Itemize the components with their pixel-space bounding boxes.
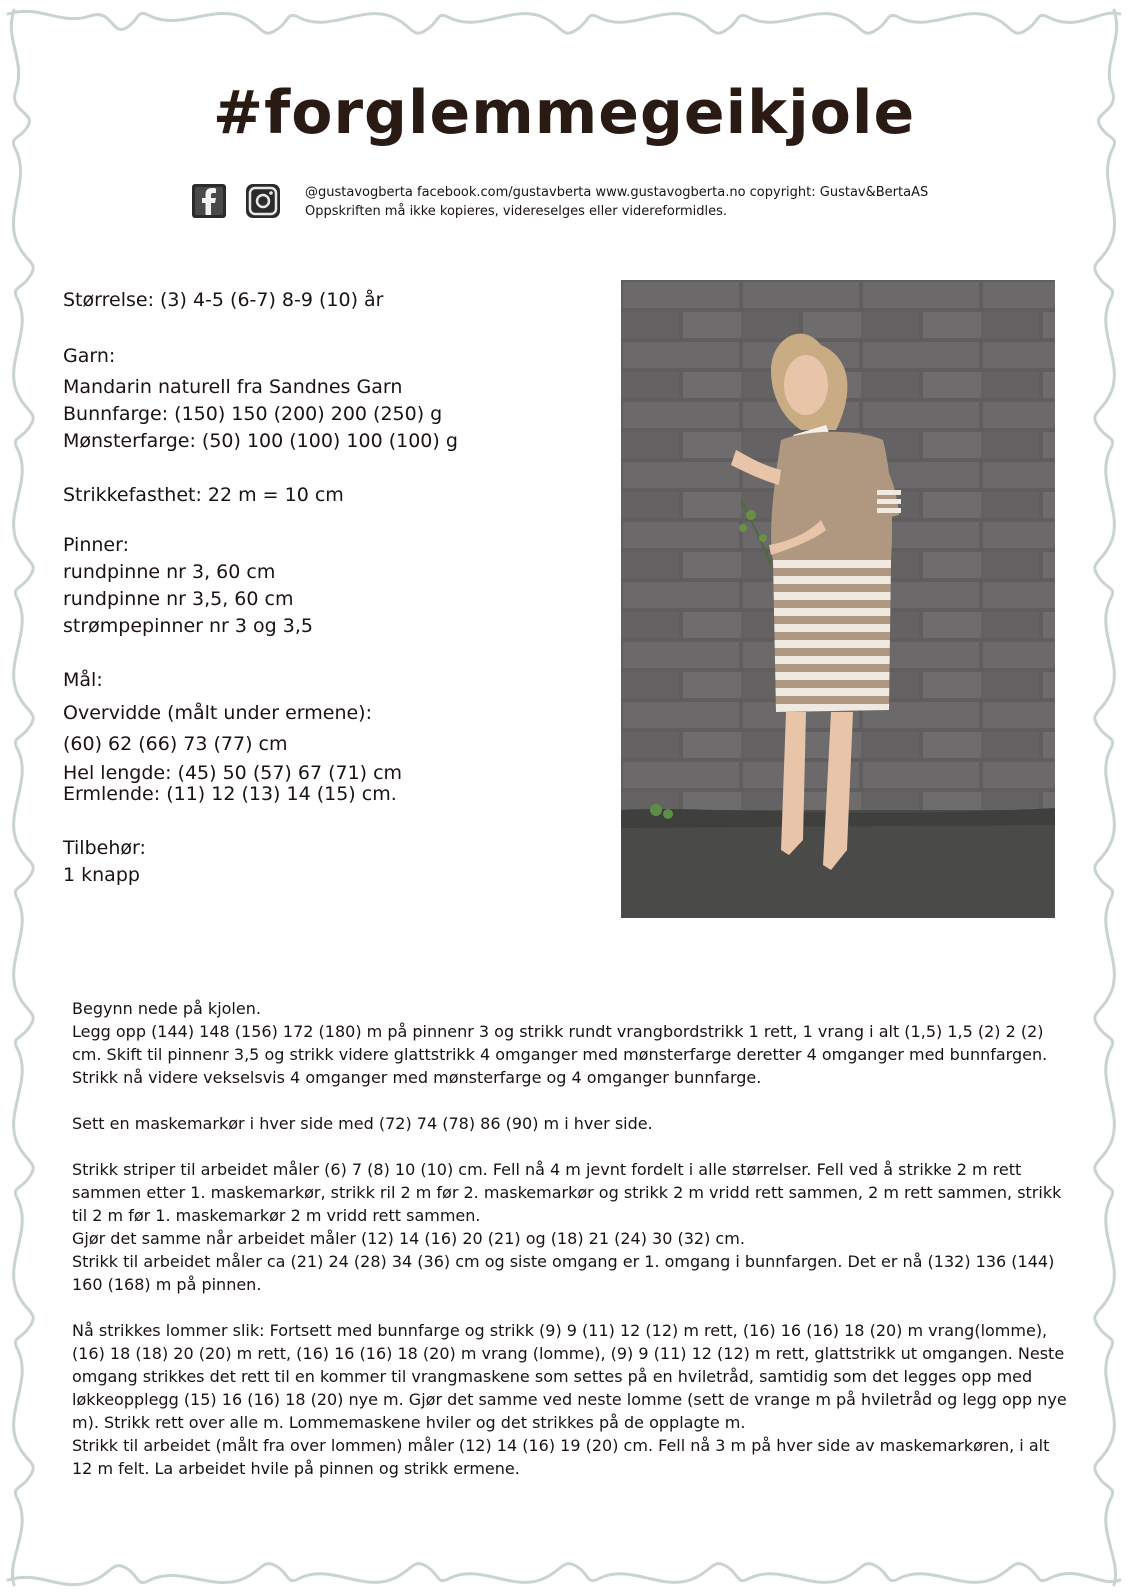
instagram-icon[interactable] — [244, 182, 282, 220]
gauge-line: Strikkefasthet: 22 m = 10 cm — [63, 484, 344, 506]
chest-values: (60) 62 (66) 73 (77) cm — [63, 733, 288, 755]
paragraph: Strikk til arbeidet måler ca (21) 24 (28) 34 (36) cm og siste omgang er 1. omgang i bunnfargen. Det er nå (132) 136 (144) 160 (168) m på pinnen. — [72, 1252, 1055, 1294]
yarn-name: Mandarin naturell fra Sandnes Garn — [63, 376, 403, 398]
instructions — [72, 997, 1072, 1480]
pattern-color-line: Mønsterfarge: (50) 100 (100) 100 (100) g — [63, 430, 458, 452]
paragraph: Begynn nede på kjolen. — [72, 999, 261, 1018]
social-icons — [190, 182, 282, 220]
yarn-heading: Garn: — [63, 345, 116, 367]
needle-line: rundpinne nr 3,5, 60 cm — [63, 588, 294, 610]
credits-block — [305, 183, 1005, 221]
pattern-specs — [63, 287, 583, 889]
page-title: #forglemmegeikjole — [212, 78, 916, 148]
paragraph: Legg opp (144) 148 (156) 172 (180) m på pinnenr 3 og strikk rundt vrangbordstrikk 1 rett, 1 vrang i alt (1,5) 1,5 (2) 2 (2) cm. Skift til pinnenr 3,5 og strikk videre glattstrikk 4 omganger med mønsterfarge deretter 4 omganger med bunnfargen. Strikk nå videre vekselsvis 4 omganger med mønsterfarge og 4 omganger bunnfarge. — [72, 1022, 1048, 1087]
paragraph: Strikk striper til arbeidet måler (6) 7 (8) 10 (10) cm. Fell nå 4 m jevnt fordelt i alle størrelser. Fell ved å strikke 2 m rett sammen etter 1. maskemarkør, strikk ril 2 m før 2. maskemarkør og strikk 2 m vridd rett sammen, 2 m rett sammen, strikk til 2 m før 1. maskemarkør 2 m vridd rett sammen. — [72, 1160, 1062, 1225]
credits-line-copyright: Oppskriften må ikke kopieres, videreselges eller videreformidles. — [305, 204, 728, 219]
accessories-line: 1 knapp — [63, 864, 140, 886]
length-line: Hel lengde: (45) 50 (57) 67 (71) cm — [63, 762, 403, 784]
dress-photo — [621, 280, 1055, 918]
chest-label: Overvidde (målt under ermene): — [63, 702, 373, 724]
facebook-icon[interactable] — [190, 182, 228, 220]
paragraph: Sett en maskemarkør i hver side med (72) 74 (78) 86 (90) m i hver side. — [72, 1114, 653, 1133]
needle-line: rundpinne nr 3, 60 cm — [63, 561, 276, 583]
credits-line-links: @gustavogberta facebook.com/gustavberta www.gustavogberta.no copyright: Gustav&BertaAS — [305, 185, 929, 200]
sleeve-line: Ermlende: (11) 12 (13) 14 (15) cm. — [63, 783, 397, 805]
size-line: Størrelse: (3) 4-5 (6-7) 8-9 (10) år — [63, 289, 384, 311]
accessories-heading: Tilbehør: — [63, 837, 146, 859]
paragraph: Strikk til arbeidet (målt fra over lommen) måler (12) 14 (16) 19 (20) cm. Fell nå 3 m på hver side av maskemarkøren, i alt 12 m felt. La arbeidet hvile på pinnen og strikk ermene. — [72, 1436, 1050, 1478]
needle-line: strømpepinner nr 3 og 3,5 — [63, 615, 313, 637]
base-color-line: Bunnfarge: (150) 150 (200) 200 (250) g — [63, 403, 443, 425]
paragraph: Nå strikkes lommer slik: Fortsett med bunnfarge og strikk (9) 9 (11) 12 (12) m rett, (16) 16 (16) 18 (20) m vrang(lomme), (16) 18 (18) 20 (20) m rett, (16) 16 (16) 18 (20) m vrang (lomme), (9) 9 (11) 12 (12) m rett, glattstrikk ut omgangen. Neste omgang strikkes det rett til en kommer til vrangmaskene som settes på en hviletråd, samtidig som det legges opp med løkkeopplegg (15) 16 (16) 18 (20) nye m. Gjør det samme ved neste lomme (sett de vrange m på hviletråd og legg opp nye m). Strikk rett over alle m. Lommemaskene hviler og det strikkes på de opplagte m. — [72, 1321, 1067, 1432]
paragraph: Gjør det samme når arbeidet måler (12) 14 (16) 20 (21) og (18) 21 (24) 30 (32) cm. — [72, 1229, 745, 1248]
measurements-heading: Mål: — [63, 669, 103, 691]
needles-heading: Pinner: — [63, 534, 129, 556]
